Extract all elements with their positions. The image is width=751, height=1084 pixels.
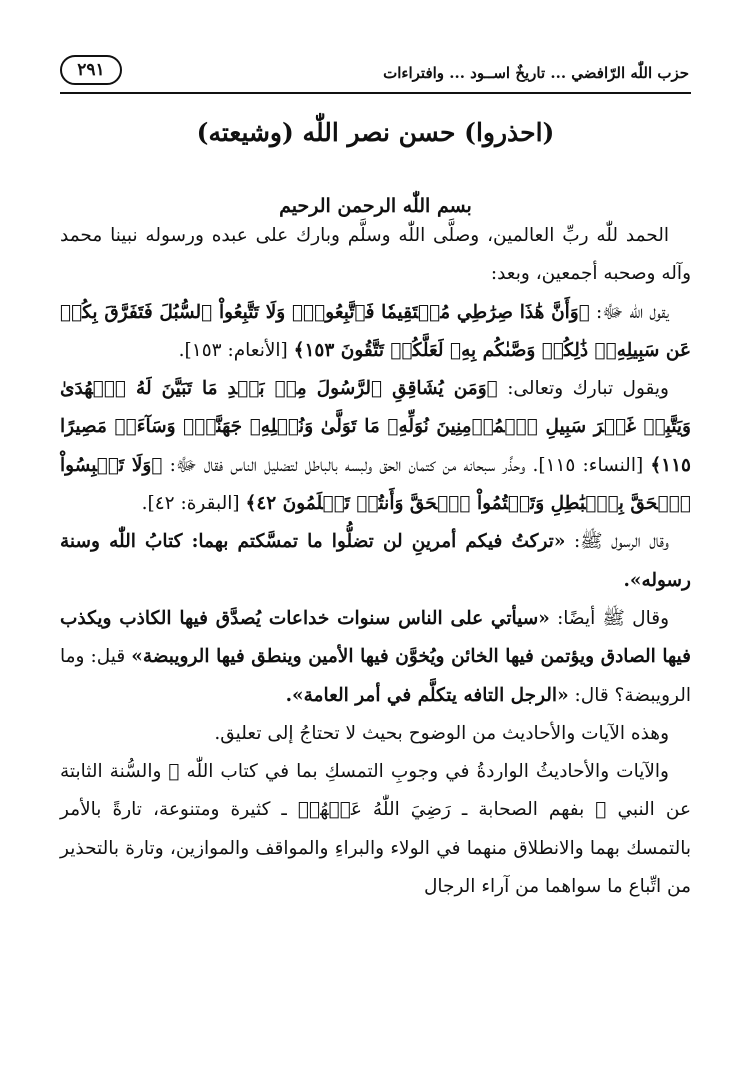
paragraph-text: وقال الرسول ﷺ: (565, 531, 669, 553)
paragraph-nisa (60, 370, 691, 523)
paragraph-text: الحمد للّٰه ربِّ العالمين، وصلَّى اللّٰه وسلَّم وبارك على عبده ورسوله نبينا محمد وآله وصحبه أجمعين، وبعد: (60, 225, 691, 285)
paragraph-closing (60, 753, 691, 906)
hadith-quote: «تركتُ فيكم أمرينِ لن تضلُّوا ما تمسَّكتم بهما: كتابُ اللّٰه وسنة رسوله». (60, 531, 691, 591)
basmala: بسم اللّٰه الرحمن الرحيم (279, 195, 472, 217)
paragraph-text: والآيات والأحاديثُ الواردةُ في وجوبِ التمسكِ بما في كتاب اللّٰه ﷻ والسُّنة الثابتة عن النبي ﷺ بفهم الصحابة ـ رَضِيَ اللّٰهُ عَنۡهُمۡ ـ كثيرة ومتنوعة، تارةً بالأمر بالتمسك بهما والانطلاق منهما في الولاء والبراءِ والمواقف والموازين، وتارة بالتحذير من اتِّباع ما سواهما من آراء الرجال (60, 761, 691, 898)
hadith-quote: «سيأتي على الناس سنوات خداعات يُصدَّق فيها الكاذب ويكذب فيها الصادق ويؤتمن فيها الخائن ويُخوَّن فيها الأمين وينطق فيها الرويبضة» (60, 607, 691, 668)
paragraph-clarity (60, 715, 691, 753)
page-header (60, 52, 691, 90)
verse-reference: [البقرة: ٤٢]. (141, 493, 246, 515)
paragraph-anam (60, 294, 691, 371)
verse-reference: [النساء: ١١٥]. وحذَّر سبحانه من كتمان الحق ولبسه بالباطل لتضليل الناس فقال ﷻ: (162, 454, 651, 476)
article-title: (احذروا) حسن نصر اللّٰه (وشيعته) (196, 118, 555, 147)
quran-verse: ﴿وَمَن يُشَاقِقِ ٱلرَّسُولَ مِنۢ بَعۡدِ مَا تَبَيَّنَ لَهُ ٱلۡهُدَىٰ وَيَتَّبِعۡ غَيۡرَ سَبِيلِ ٱلۡمُؤۡمِنِينَ نُوَلِّهِۦ مَا تَوَلَّىٰ وَنُصۡلِهِۦ جَهَنَّمَۖ وَسَآءَتۡ مَصِيرًا ١١٥﴾ (60, 378, 691, 476)
paragraph-hadith-2 (60, 600, 691, 715)
quran-verse: ﴿وَلَا تَلۡبِسُواْ ٱلۡحَقَّ بِٱلۡبَٰطِلِ وَتَكۡتُمُواْ ٱلۡحَقَّ وَأَنتُمۡ تَعۡلَمُونَ ٤٢﴾ (60, 454, 691, 515)
page-number: ٢٩١ (60, 55, 122, 85)
paragraph-hadith-1 (60, 523, 691, 600)
verse-reference: [الأنعام: ١٥٣]. (178, 339, 294, 361)
paragraph-text: ويقول تبارك وتعالى: (497, 378, 669, 400)
header-rule (60, 92, 691, 94)
paragraph-text: يقول اللّٰه ﷻ: (589, 301, 669, 323)
quran-verse: ﴿وَأَنَّ هَٰذَا صِرَٰطِي مُسۡتَقِيمٗا فَٱتَّبِعُوهُۖ وَلَا تَتَّبِعُواْ ٱلسُّبُلَ فَتَفَرَّقَ بِكُمۡ عَن سَبِيلِهِۦۚ ذَٰلِكُمۡ وَصَّىٰكُم بِهِۦ لَعَلَّكُمۡ تَتَّقُونَ ١٥٣﴾ (60, 301, 691, 361)
paragraph-text: وقال ﷺ أيضًا: (549, 607, 670, 629)
paragraph-intro (60, 217, 691, 294)
paragraph-text: قيل: وما الرويبضة؟ قال: (60, 646, 691, 706)
body-text (60, 217, 691, 906)
paragraph-text: وهذه الآيات والأحاديث من الوضوح بحيث لا تحتاجُ إلى تعليق. (214, 722, 669, 744)
hadith-quote: «الرجل التافه يتكلَّم في أمر العامة». (285, 684, 569, 706)
running-title: حزب اللّٰه الرّافضي ... تاريخٌ اســود ... وافتراءات (383, 64, 689, 82)
